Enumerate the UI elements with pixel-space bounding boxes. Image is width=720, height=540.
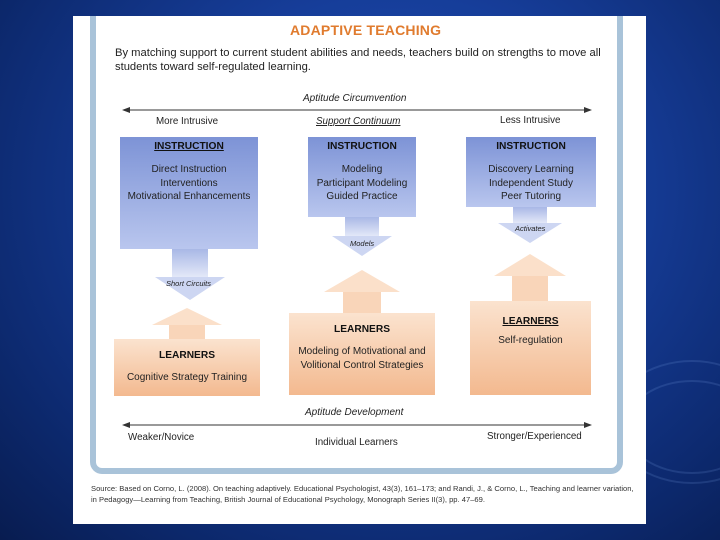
learners-item: Cognitive Strategy Training bbox=[126, 372, 248, 383]
instruction-heading: INSTRUCTION bbox=[154, 141, 224, 152]
instruction-heading: INSTRUCTION bbox=[496, 141, 566, 152]
up-arrow-1 bbox=[152, 308, 222, 339]
top-axis-right-label: Less Intrusive bbox=[500, 115, 561, 126]
connector-label-short-circuits: Short Circuits bbox=[166, 279, 212, 288]
connector-label-activates: Activates bbox=[515, 224, 546, 233]
instruction-column-3 bbox=[466, 141, 596, 204]
connector-label-models: Models bbox=[350, 239, 375, 248]
learners-item: Self-regulation bbox=[498, 335, 563, 346]
up-arrow-3 bbox=[494, 254, 566, 301]
learners-heading: LEARNERS bbox=[158, 350, 216, 361]
learners-column-1 bbox=[114, 350, 260, 385]
instruction-column-1 bbox=[120, 141, 258, 204]
instruction-item: Direct Instruction bbox=[151, 164, 227, 175]
bottom-axis-arrow bbox=[122, 422, 592, 428]
top-axis-label: Aptitude Circumvention bbox=[303, 93, 407, 104]
bottom-axis-label: Aptitude Development bbox=[305, 407, 404, 418]
intro-text: By matching support to current student abilities and needs, teachers build on strengths to move all students toward self-regulated learning. bbox=[115, 47, 601, 73]
instruction-item: Modeling bbox=[341, 164, 383, 175]
source-citation: Source: Based on Corno, L. (2008). On teaching adaptively. Educational Psychologist, 43(3), 161–173; and Randi, J., & Corno, L., Teaching and learner variation, in Pedagogy—Learning from Teaching, British Journal of Educational Psychology, Monograph Series II(3), pp. 47–69. bbox=[91, 484, 634, 504]
learners-item: Volitional Control Strategies bbox=[300, 359, 424, 371]
instruction-item: Guided Practice bbox=[326, 191, 398, 202]
instruction-item: Peer Tutoring bbox=[500, 191, 562, 202]
top-axis-center-label: Support Continuum bbox=[316, 116, 401, 127]
figure-title: ADAPTIVE TEACHING bbox=[290, 22, 442, 38]
bottom-axis-center-label: Individual Learners bbox=[315, 437, 398, 448]
learners-item: Modeling of Motivational and bbox=[298, 346, 426, 357]
learners-heading: LEARNERS bbox=[502, 316, 559, 327]
down-arrow-2 bbox=[332, 217, 392, 256]
top-axis-left-label: More Intrusive bbox=[156, 116, 219, 127]
instruction-item: Discovery Learning bbox=[488, 164, 574, 175]
instruction-item: Interventions bbox=[160, 177, 218, 189]
instruction-heading: INSTRUCTION bbox=[327, 141, 397, 152]
down-arrow-1 bbox=[155, 249, 225, 300]
bottom-axis-right-label: Stronger/Experienced bbox=[487, 431, 582, 442]
instruction-item: Participant Modeling bbox=[316, 177, 408, 189]
instruction-column-2 bbox=[308, 141, 416, 204]
instruction-item: Motivational Enhancements bbox=[127, 191, 251, 202]
bottom-axis-left-label: Weaker/Novice bbox=[128, 432, 195, 443]
learners-heading: LEARNERS bbox=[333, 324, 391, 335]
learners-column-2 bbox=[289, 324, 435, 372]
learners-column-3 bbox=[470, 316, 591, 348]
top-axis-arrow bbox=[122, 107, 592, 113]
instruction-item: Independent Study bbox=[489, 177, 573, 189]
up-arrow-2 bbox=[324, 270, 400, 313]
